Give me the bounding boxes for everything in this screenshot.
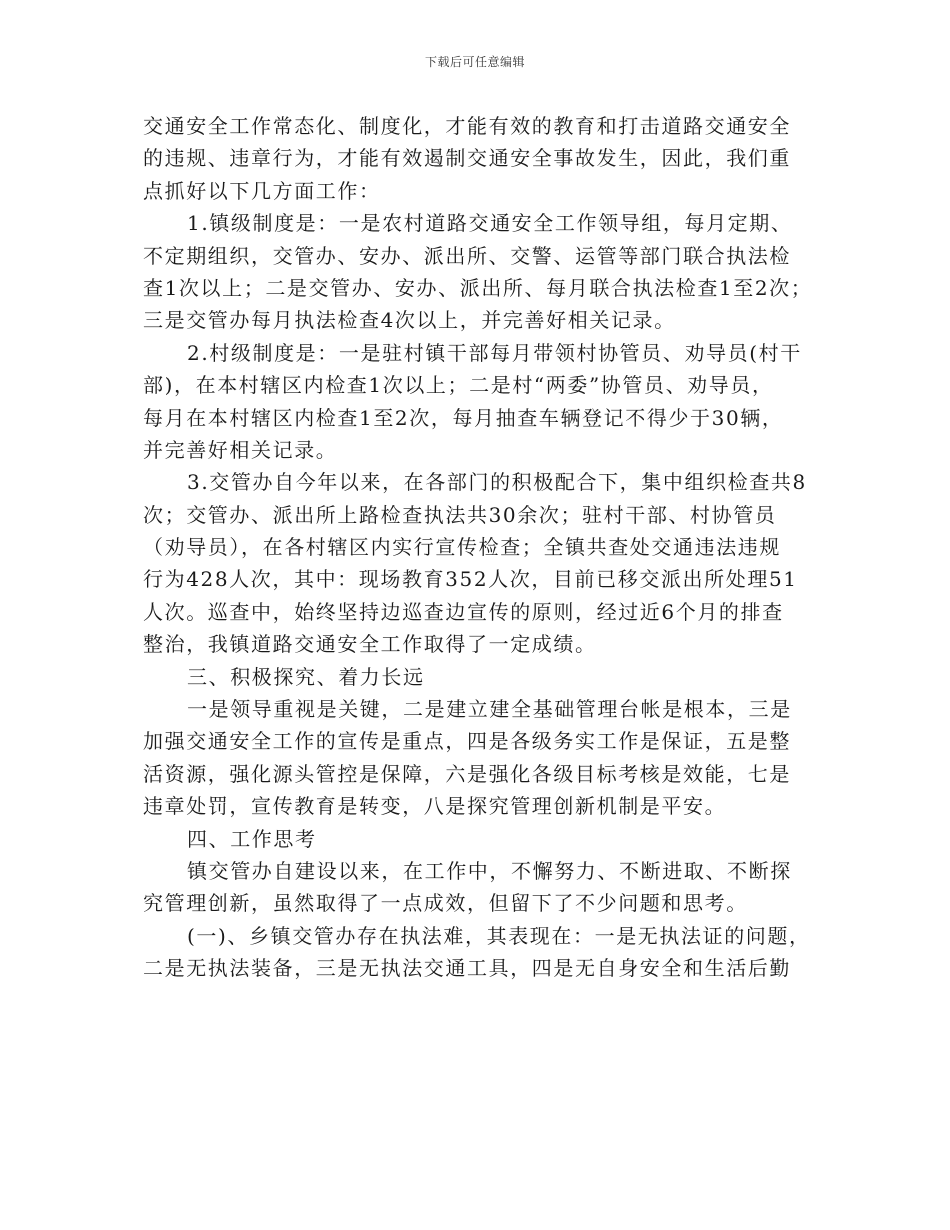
text-line: 活资源，强化源头管控是保障，六是强化各级目标考核是效能，七是 [143,761,791,786]
text-line: 三是交管办每月执法检查4次以上，并完善好相关记录。 [143,308,676,333]
page-header-note: 下载后可任意编辑 [424,55,525,69]
text-line: 行为428人次，其中：现场教育352人次，目前已移交派出所处理51 [143,567,798,592]
text-line: 次；交管办、派出所上路检查执法共30余次；驻村干部、村协管员 [143,502,777,527]
text-line: 1.镇级制度是：一是农村道路交通安全工作领导组，每月定期、 [187,211,793,236]
text-line: 整治，我镇道路交通安全工作取得了一定成绩。 [143,632,597,657]
document-body [143,110,813,985]
text-line: 二是无执法装备，三是无执法交通工具，四是无自身安全和生活后勤 [143,956,791,981]
text-line: 违章处罚，宣传教育是转变，八是探究管理创新机制是平安。 [143,794,727,819]
text-line: 3.交管办自今年以来，在各部门的积极配合下，集中组织检查共8 [187,470,807,495]
text-line: （劝导员），在各村辖区内实行宣传检查；全镇共查处交通违法违规 [143,535,781,560]
text-line: 查1次以上；二是交管办、安办、派出所、每月联合执法检查1至2次； [143,275,813,300]
text-line: 加强交通安全工作的宣传是重点，四是各级务实工作是保证，五是整 [143,729,791,754]
text-line: (一)、乡镇交管办存在执法难，其表现在：一是无执法证的问题， [187,923,811,948]
text-line: 交通安全工作常态化、制度化，才能有效的教育和打击道路交通安全 [143,114,791,138]
text-line: 不定期组织，交管办、安办、派出所、交警、运管等部门联合执法检 [143,243,791,268]
text-line: 并完善好相关记录。 [143,437,338,462]
text-line: 2.村级制度是：一是驻村镇干部每月带领村协管员、劝导员(村干 [187,340,802,365]
text-line: 镇交管办自建设以来，在工作中，不懈努力、不断进取、不断探 [187,858,792,883]
text-line: 三、积极探究、着力长远 [187,664,425,689]
text-line: 一是领导重视是关键，二是建立建全基础管理台帐是根本，三是 [187,697,792,722]
text-line: 每月在本村辖区内检查1至2次，每月抽查车辆登记不得少于30辆， [143,405,784,430]
text-line: 点抓好以下几方面工作： [143,178,381,203]
text-line: 四、工作思考 [187,826,317,851]
text-line: 部)，在本村辖区内检查1次以上；二是村“两委”协管员、劝导员， [143,373,774,398]
text-line: 人次。巡查中，始终坚持边巡查边宣传的原则，经过近6个月的排查 [143,599,784,624]
text-line: 究管理创新，虽然取得了一点成效，但留下了不少问题和思考。 [143,891,748,916]
text-line: 的违规、违章行为，才能有效遏制交通安全事故发生，因此，我们重 [143,146,791,171]
